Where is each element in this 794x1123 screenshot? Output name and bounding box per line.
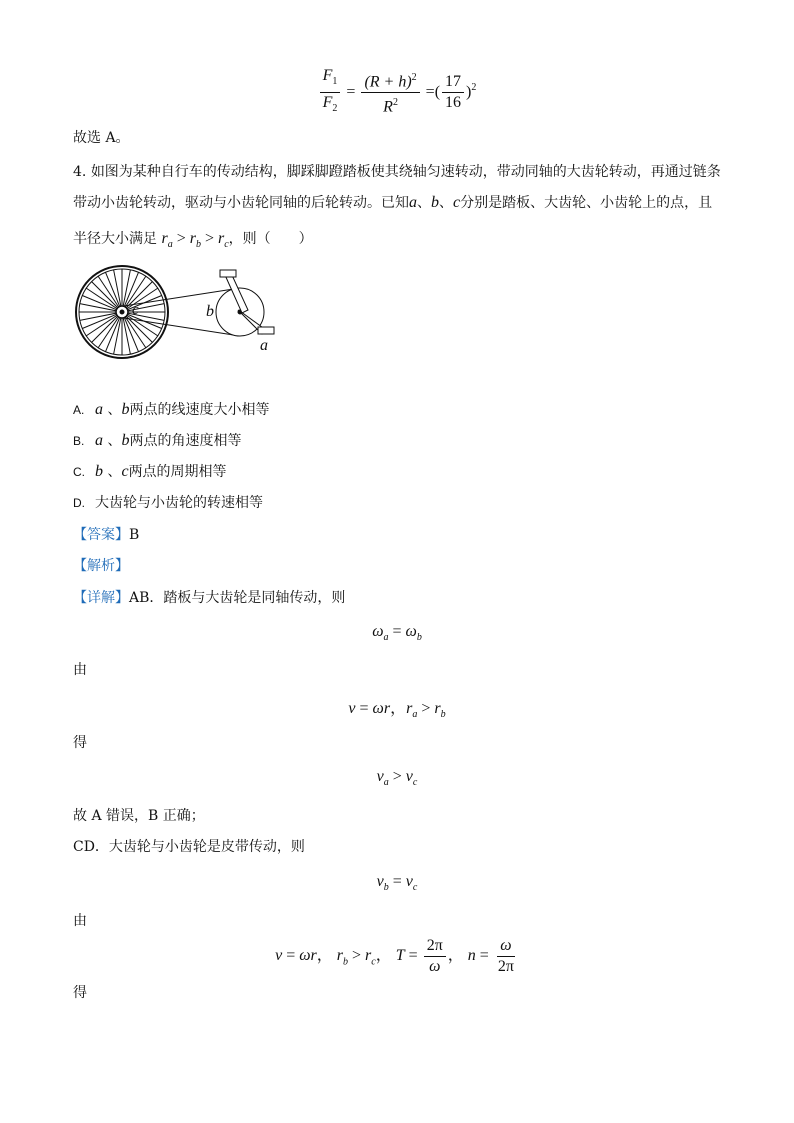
question-line-3 bbox=[73, 229, 313, 255]
var-c: c bbox=[453, 194, 461, 211]
option-a[interactable]: A. a 、b两点的线速度大小相等 bbox=[73, 401, 270, 418]
f1-symbol: F bbox=[322, 67, 333, 84]
question-text-3: 半径大小满足 bbox=[73, 231, 157, 247]
den-16: 16 bbox=[445, 94, 462, 112]
var-b: b bbox=[431, 194, 439, 211]
question-line-1 bbox=[73, 162, 721, 182]
option-d-text: 大齿轮与小齿轮的转速相等 bbox=[95, 495, 263, 511]
rear-axle bbox=[120, 310, 124, 314]
question-number: 4. bbox=[73, 164, 87, 180]
text-de-2: 得 bbox=[73, 985, 87, 1001]
r-plus-h: (R + h) bbox=[364, 73, 412, 91]
fraction-f1-f2 bbox=[320, 66, 341, 119]
answer-value: B bbox=[129, 527, 140, 543]
f2-symbol: F bbox=[322, 94, 333, 112]
equation-v-omega-r: v = ωr，$r_a > r_b$ bbox=[348, 700, 446, 721]
detail-cd-intro: CD．大齿轮与小齿轮是皮带传动，则 bbox=[73, 839, 305, 855]
option-a-var2: b bbox=[121, 401, 130, 418]
text-de-1: 得 bbox=[73, 735, 87, 751]
question-text-1: 如图为某种自行车的传动结构，脚踩脚蹬踏板使其绕轴匀速转动，带动同轴的大齿轮转动，再通过链条 bbox=[90, 164, 721, 180]
analysis-label: 【解析】 bbox=[73, 558, 129, 574]
text-you-1: 由 bbox=[73, 662, 87, 678]
r-power: 2 bbox=[392, 97, 398, 109]
conclusion-ab: 故 A 错误，B 正确； bbox=[73, 808, 205, 824]
option-a-key: A. bbox=[73, 403, 85, 417]
fraction-17-16 bbox=[442, 72, 464, 113]
option-a-text: 两点的线速度大小相等 bbox=[129, 402, 270, 418]
bicycle-drive-figure bbox=[74, 264, 284, 360]
question-text-2: 带动小齿轮转动，驱动与小齿轮同轴的后轮转动。已知 bbox=[73, 195, 409, 211]
option-b-var1: a bbox=[95, 432, 103, 449]
figure-label-a: a bbox=[260, 337, 268, 354]
option-c-text: 两点的周期相等 bbox=[128, 464, 227, 480]
detail-ab-text: AB．踏板与大齿轮是同轴传动，则 bbox=[129, 590, 346, 606]
question-line-2: 带动小齿轮转动，驱动与小齿轮同轴的后轮转动。已知a、b、c分别是踏板、大齿轮、小齿轮上的点，且 bbox=[73, 194, 713, 211]
equation-omega: $\omega_a = \omega_b$ bbox=[372, 623, 422, 644]
option-d-key: D. bbox=[73, 496, 85, 510]
radius-relation: $r_a > r_b > r_c$ bbox=[161, 230, 229, 251]
figure-label-b: b bbox=[206, 303, 214, 320]
var-a: a bbox=[409, 194, 417, 211]
r-symbol: R bbox=[383, 98, 393, 116]
prev-answer-line: 故选 A。 bbox=[73, 130, 130, 146]
question-text-3-tail: ，则（ ） bbox=[228, 231, 313, 247]
option-c[interactable]: C. b 、c两点的周期相等 bbox=[73, 463, 227, 480]
answer-label: 【答案】 bbox=[73, 527, 129, 543]
option-c-var1: b bbox=[95, 463, 103, 480]
option-d[interactable] bbox=[73, 493, 263, 513]
f1-subscript: 1 bbox=[332, 76, 338, 88]
option-b-key: B. bbox=[73, 434, 85, 448]
top-formula: $\frac{F_1}{F_2}$ = $\frac{(R + h)^2}{R^2}$ =( $\frac{17}{16}$ )$^2$ bbox=[0, 66, 794, 119]
option-b-var2: b bbox=[121, 432, 130, 449]
f2-subscript: 2 bbox=[332, 103, 338, 115]
pedal-upper bbox=[220, 270, 236, 277]
option-c-var2: c bbox=[121, 463, 129, 480]
equation-va-vc: $v_a > v_c$ bbox=[376, 768, 418, 789]
answer-line bbox=[73, 525, 139, 545]
option-b[interactable]: B. a 、b两点的角速度相等 bbox=[73, 432, 242, 449]
detail-ab-intro bbox=[73, 588, 345, 608]
text-you-2: 由 bbox=[73, 913, 87, 929]
detail-label: 【详解】 bbox=[73, 590, 129, 606]
option-b-text: 两点的角速度相等 bbox=[129, 433, 242, 449]
fraction-r-h bbox=[361, 68, 419, 118]
equation-period-speed: v = ωr， $r_b > r_c$， T = $\frac{2\pi}{\omega}$ ， n = $\frac{\omega}{2\pi}$ bbox=[275, 937, 514, 975]
pedal-lower bbox=[258, 327, 274, 334]
ratio-power: 2 bbox=[471, 82, 477, 94]
num-17: 17 bbox=[442, 72, 464, 93]
equation-vb-vc: $v_b = v_c$ bbox=[376, 873, 418, 894]
r-plus-h-power: 2 bbox=[411, 71, 417, 83]
option-c-key: C. bbox=[73, 465, 85, 479]
figure-label-c: c bbox=[132, 302, 139, 318]
question-text-2-tail: 分别是踏板、大齿轮、小齿轮上的点，且 bbox=[460, 195, 713, 211]
option-a-var1: a bbox=[95, 401, 103, 418]
